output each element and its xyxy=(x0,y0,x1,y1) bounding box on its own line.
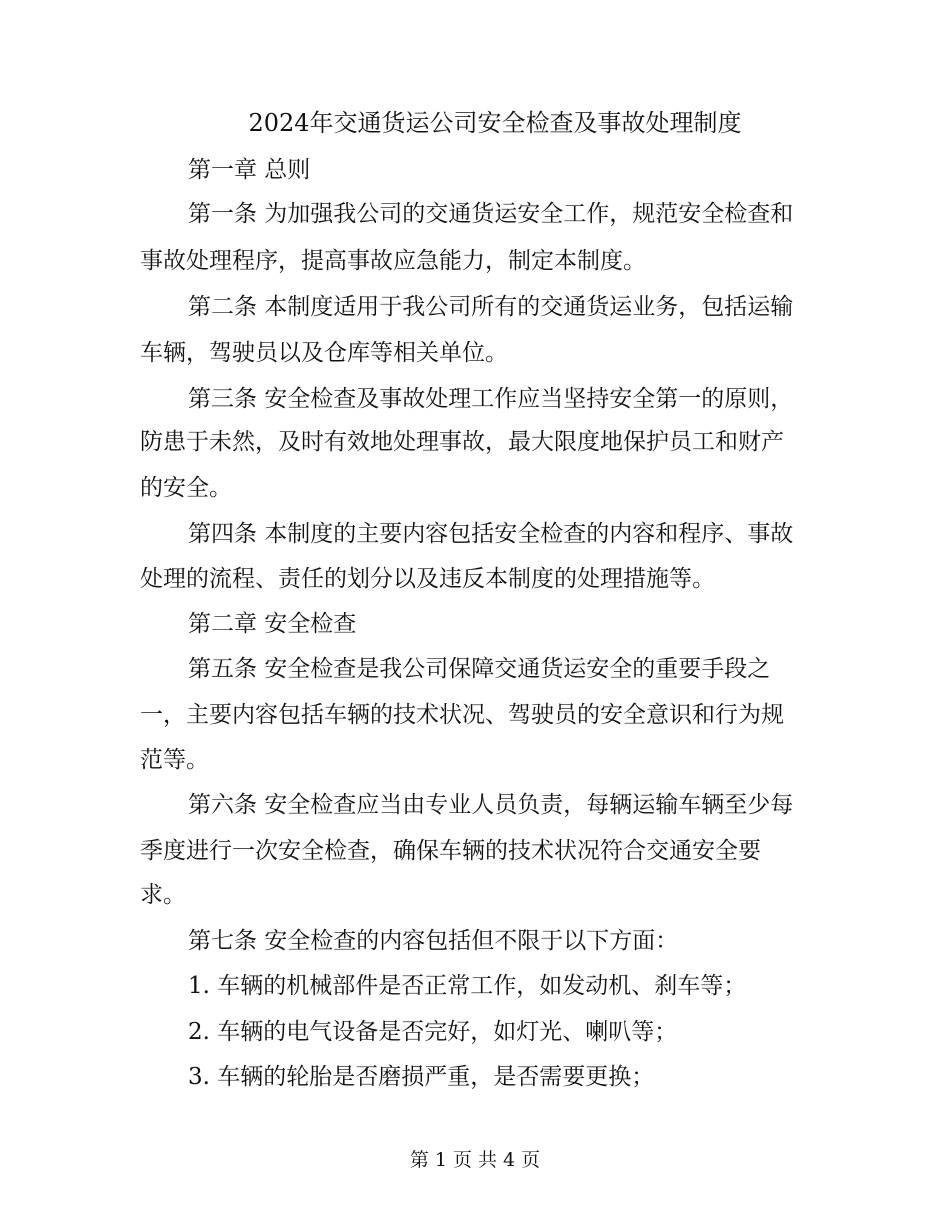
paragraph-line: 求。 xyxy=(140,882,186,908)
paragraph-line: 第二条 本制度适用于我公司所有的交通货运业务，包括运输 xyxy=(188,294,794,320)
paragraph-line: 车辆，驾驶员以及仓库等相关单位。 xyxy=(140,340,508,366)
page-footer: 第 1 页 共 4 页 xyxy=(409,1149,541,1171)
paragraph-line: 季度进行一次安全检查，确保车辆的技术状况符合交通安全要 xyxy=(140,838,761,864)
paragraph-line: 防患于未然，及时有效地处理事故，最大限度地保护员工和财产 xyxy=(140,429,784,455)
paragraph-line: 一，主要内容包括车辆的技术状况、驾驶员的安全意识和行为规 xyxy=(140,702,784,728)
paragraph-line: 事故处理程序，提高事故应急能力，制定本制度。 xyxy=(140,248,646,274)
paragraph-line: 处理的流程、责任的划分以及违反本制度的处理措施等。 xyxy=(140,566,715,592)
paragraph-line: 范等。 xyxy=(140,747,209,773)
chapter-heading: 第二章 安全检查 xyxy=(188,611,357,637)
paragraph-line: 的安全。 xyxy=(140,475,232,501)
paragraph-line: 第五条 安全检查是我公司保障交通货运安全的重要手段之 xyxy=(188,656,771,682)
paragraph-line: 第六条 安全检查应当由专业人员负责，每辆运输车辆至少每 xyxy=(188,792,794,818)
document-title: 2024年交通货运公司安全检查及事故处理制度 xyxy=(248,109,742,137)
paragraph-line: 第三条 安全检查及事故处理工作应当坚持安全第一的原则， xyxy=(188,386,794,412)
chapter-heading: 第一章 总则 xyxy=(188,157,311,183)
paragraph-line: 第一条 为加强我公司的交通货运安全工作，规范安全检查和 xyxy=(188,201,794,227)
paragraph-line: 第四条 本制度的主要内容包括安全检查的内容和程序、事故 xyxy=(188,521,794,547)
list-item: 1. 车辆的机械部件是否正常工作，如发动机、刹车等； xyxy=(188,973,747,999)
paragraph-line: 第七条 安全检查的内容包括但不限于以下方面： xyxy=(188,928,679,954)
list-item: 3. 车辆的轮胎是否磨损严重，是否需要更换； xyxy=(188,1064,655,1090)
list-item: 2. 车辆的电气设备是否完好，如灯光、喇叭等； xyxy=(188,1019,678,1045)
